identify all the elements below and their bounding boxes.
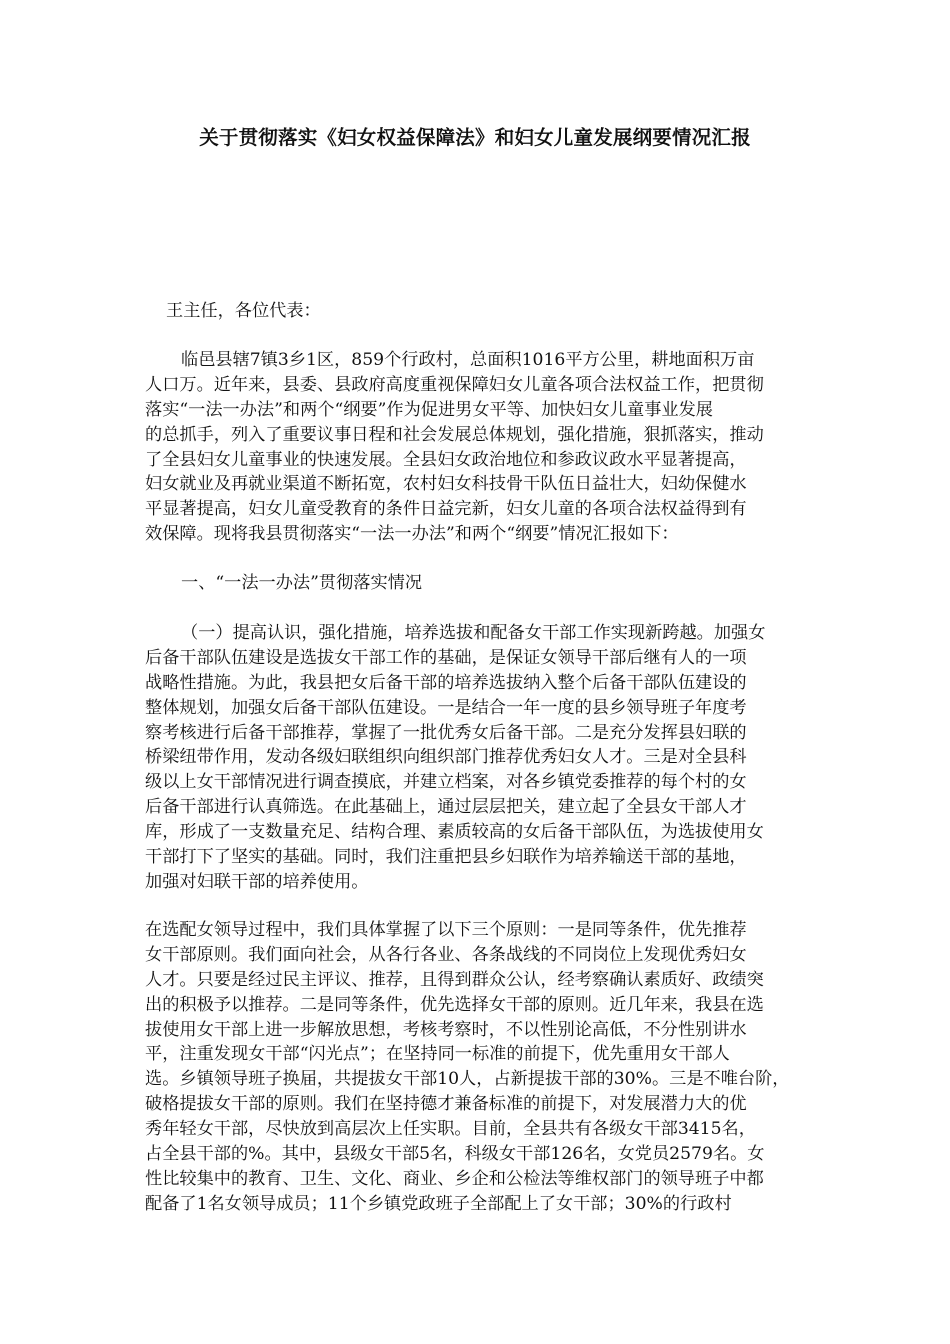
paragraph-line: 妇女就业及再就业渠道不断拓宽，农村妇女科技骨干队伍日益壮大，妇幼保健水 [145, 474, 747, 495]
paragraph-line: 在选配女领导过程中，我们具体掌握了以下三个原则：一是同等条件，优先推荐 [145, 920, 747, 940]
salutation-line: 王主任，各位代表： [166, 301, 321, 321]
section2-paragraph [145, 918, 810, 1217]
paragraph-line: （一）提高认识，强化措施，培养选拔和配备女干部工作实现新跨越。加强女 [181, 623, 766, 643]
paragraph-line: 出的积极予以推荐。二是同等条件，优先选择女干部的原则。近几年来，我县在选 [145, 994, 764, 1015]
paragraph-line: 人才。只要是经过民主评议、推荐，且得到群众公认，经考察确认素质好、政绩突 [145, 969, 764, 990]
paragraph-line: 的总抓手，列入了重要议事日程和社会发展总体规划，强化措施，狠抓落实，推动 [145, 424, 764, 445]
paragraph-line: 平显著提高，妇女儿童受教育的条件日益完新，妇女儿童的各项合法权益得到有 [145, 499, 747, 520]
paragraph-line: 平，注重发现女干部“闪光点”；在坚持同一标准的前提下，优先重用女干部人 [145, 1044, 730, 1065]
section1-paragraph [145, 621, 810, 895]
paragraph-line: 整体规划，加强女后备干部队伍建设。一是结合一年一度的县乡领导班子年度考 [145, 697, 747, 718]
paragraph-line: 加强对妇联干部的培养使用。 [145, 871, 369, 892]
paragraph-line: 落实“一法一办法”和两个“纲要”作为促进男女平等、加快妇女儿童事业发展 [145, 399, 713, 420]
document-title: 关于贯彻落实《妇女权益保障法》和妇女儿童发展纲要情况汇报 [199, 126, 751, 149]
paragraph-line: 察考核进行后备干部推荐，掌握了一批优秀女后备干部。二是充分发挥县妇联的 [145, 722, 747, 743]
intro-paragraph [145, 348, 810, 547]
salutation [145, 299, 810, 324]
paragraph-line: 临邑县辖7镇3乡1区，859个行政村，总面积1016平方公里，耕地面积万亩 [181, 350, 755, 370]
paragraph-line: 人口万。近年来，县委、县政府高度重视保障妇女儿童各项合法权益工作，把贯彻 [145, 374, 764, 395]
paragraph-line: 破格提拔女干部的原则。我们在坚持德才兼备标准的前提下，对发展潜力大的优 [145, 1094, 747, 1115]
paragraph-line: 库，形成了一支数量充足、结构合理、素质较高的女后备干部队伍，为选拔使用女 [145, 822, 764, 843]
paragraph-line: 选。乡镇领导班子换届，共提拔女干部10人，占新提拔干部的30%。三是不唯台阶， [145, 1069, 790, 1090]
section-heading-line: 一、“一法一办法”贯彻落实情况 [181, 573, 423, 593]
paragraph-line: 占全县干部的%。其中，县级女干部5名，科级女干部126名，女党员2579名。女 [145, 1144, 765, 1165]
paragraph-line: 性比较集中的教育、卫生、文化、商业、乡企和公检法等维权部门的领导班子中都 [145, 1168, 764, 1189]
paragraph-line: 女干部原则。我们面向社会，从各行各业、各条战线的不同岗位上发现优秀妇女 [145, 944, 747, 965]
paragraph-line: 后备干部队伍建设是选拔女干部工作的基础，是保证女领导干部后继有人的一项 [145, 647, 747, 668]
paragraph-line: 级以上女干部情况进行调查摸底，并建立档案，对各乡镇党委推荐的每个村的女 [145, 772, 747, 793]
paragraph-line: 战略性措施。为此，我县把女后备干部的培养选拔纳入整个后备干部队伍建设的 [145, 672, 747, 693]
paragraph-line: 配备了1名女领导成员；11个乡镇党政班子全部配上了女干部；30%的行政村 [145, 1193, 732, 1214]
paragraph-line: 桥梁纽带作用，发动各级妇联组织向组织部门推荐优秀妇女人才。三是对全县科 [145, 747, 747, 768]
paragraph-line: 拔使用女干部上进一步解放思想，考核考察时，不以性别论高低，不分性别讲水 [145, 1019, 747, 1040]
paragraph-line: 了全县妇女儿童事业的快速发展。全县妇女政治地位和参政议政水平显著提高， [145, 449, 747, 470]
paragraph-line: 效保障。现将我县贯彻落实“一法一办法”和两个“纲要”情况汇报如下： [145, 524, 679, 545]
paragraph-line: 干部打下了坚实的基础。同时，我们注重把县乡妇联作为培养输送干部的基地， [145, 847, 747, 868]
paragraph-line: 后备干部进行认真筛选。在此基础上，通过层层把关，建立起了全县女干部人才 [145, 797, 747, 818]
paragraph-line: 秀年轻女干部，尽快放到高层次上任实职。目前，全县共有各级女干部3415名， [145, 1119, 756, 1140]
section-heading [145, 571, 810, 596]
